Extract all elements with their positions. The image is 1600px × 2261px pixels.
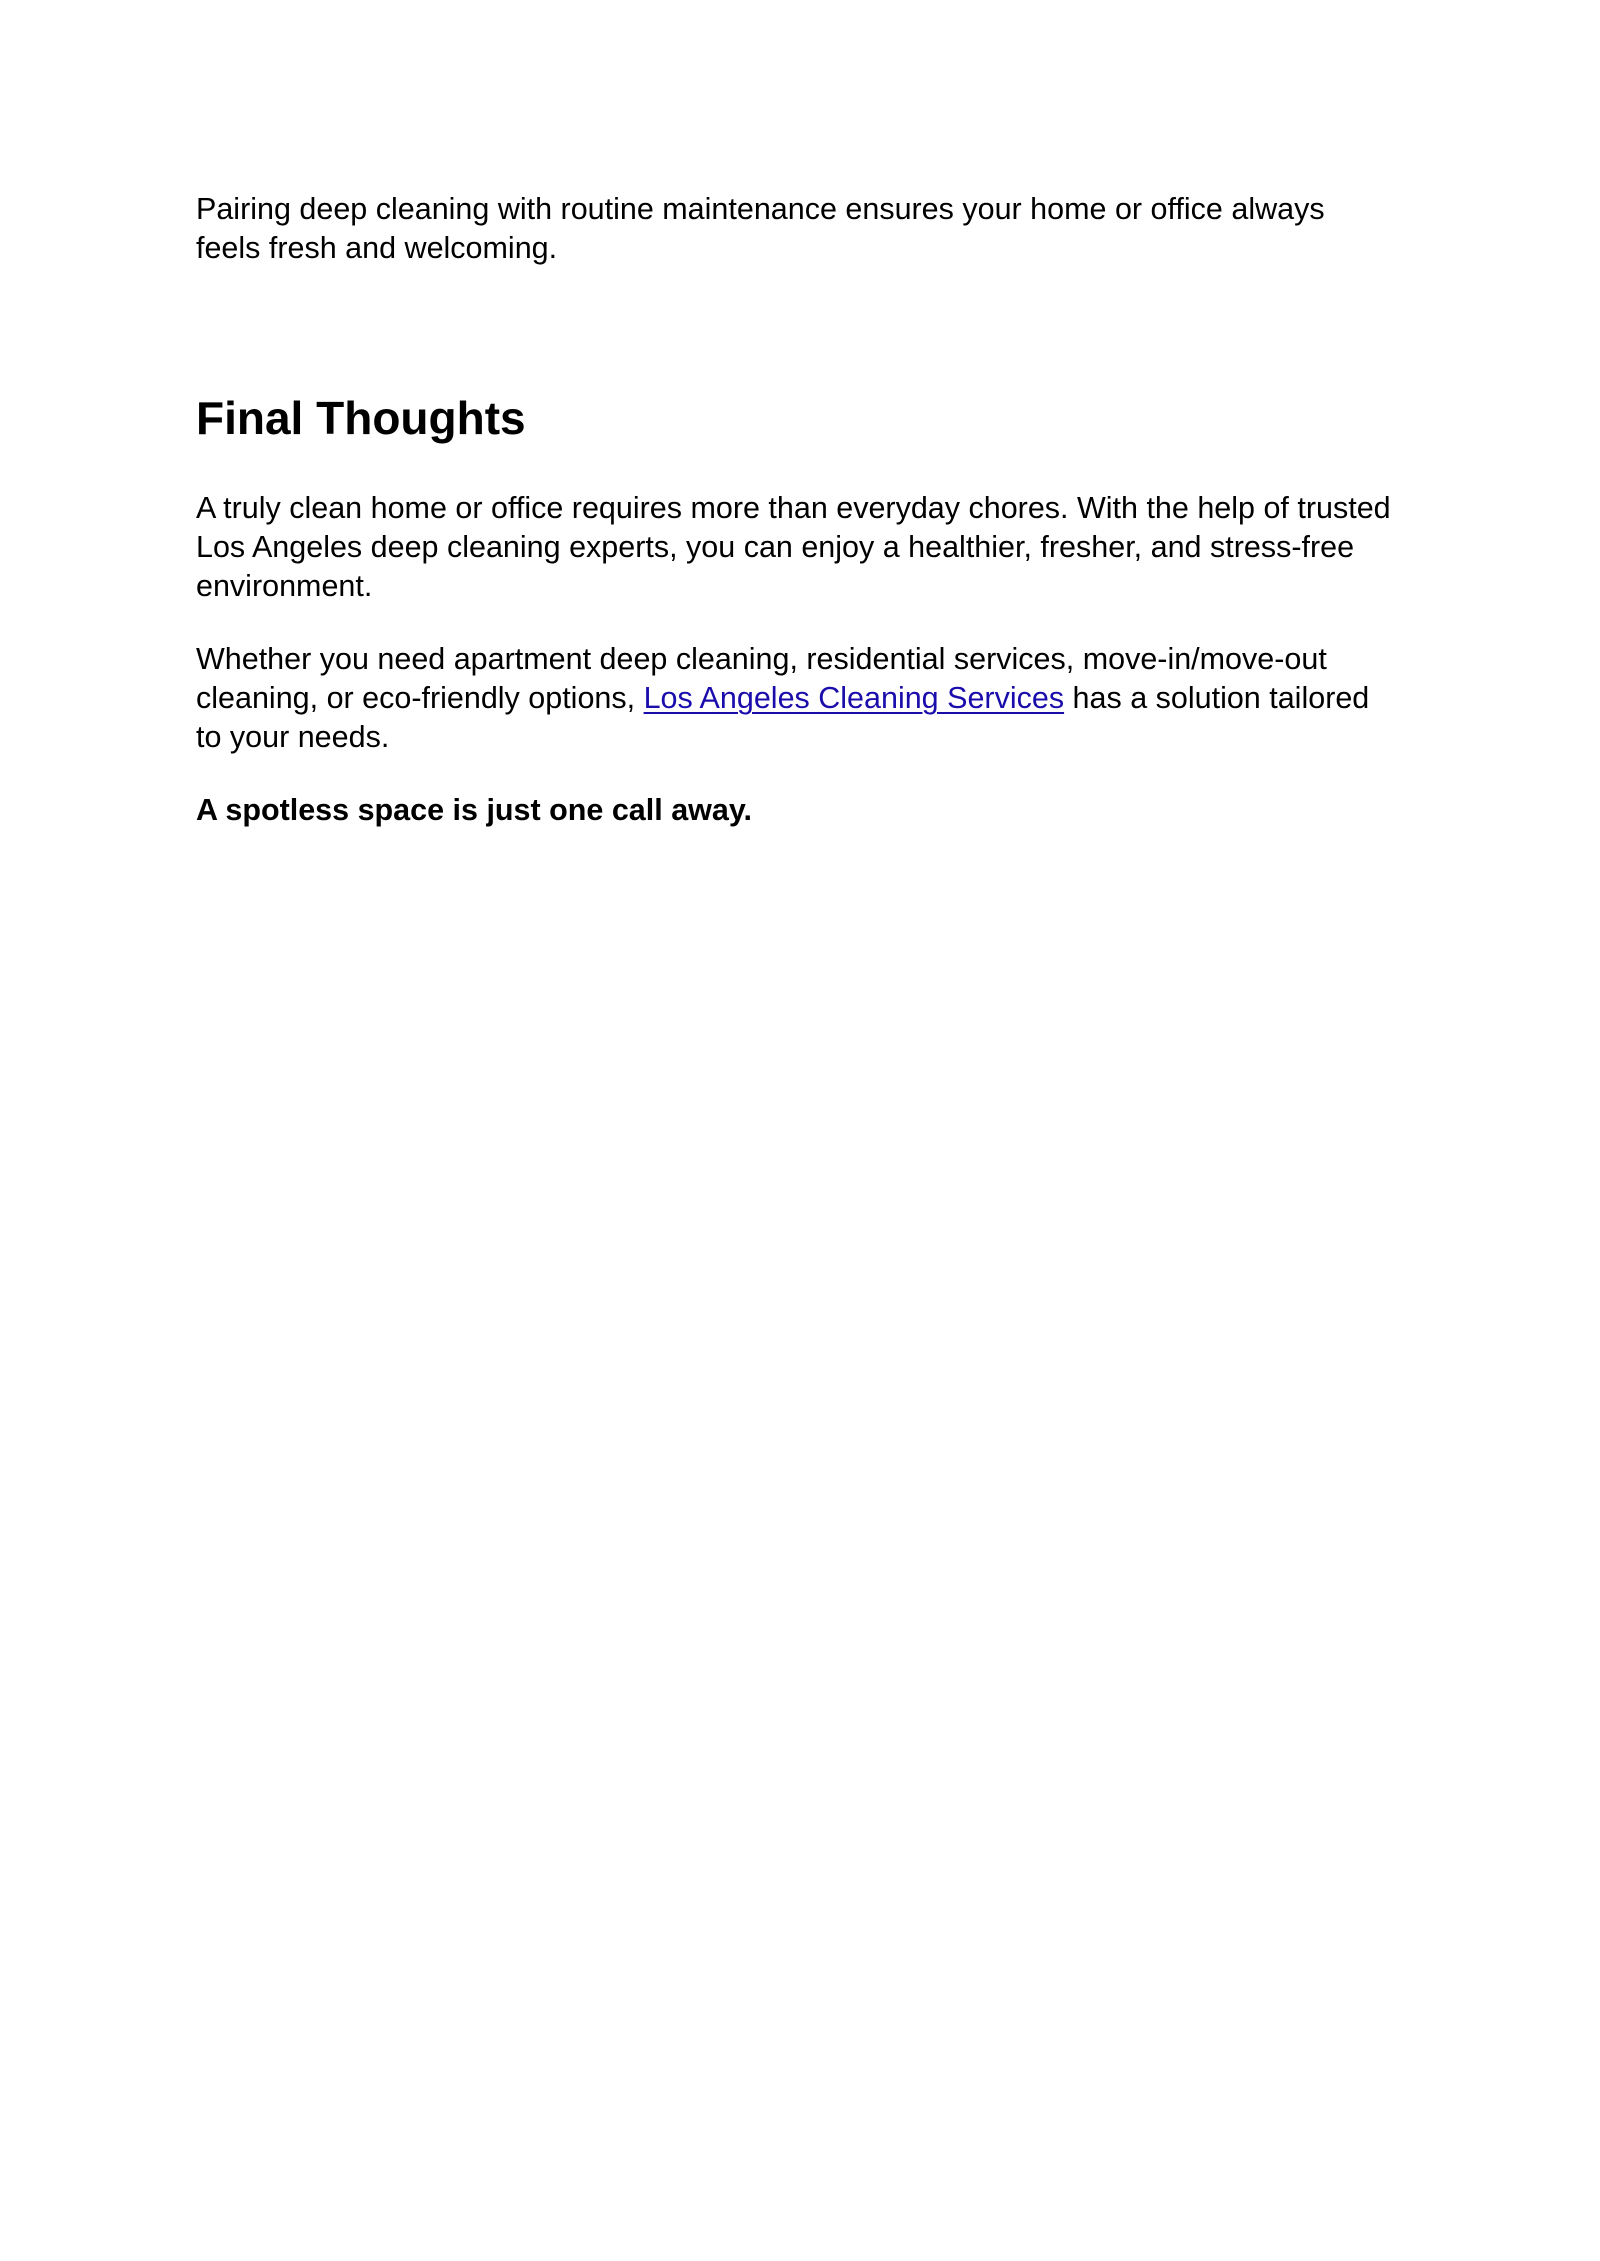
intro-paragraph: Pairing deep cleaning with routine maintenance ensures your home or office always feels fresh and welcoming. [196,192,1325,265]
section-heading-final-thoughts: Final Thoughts [196,392,526,444]
paragraph-2-text-after: has a solution tailored to your needs. [196,681,1370,754]
final-thoughts-section [196,489,1396,830]
closing-statement: A spotless space is just one call away. [196,793,753,827]
los-angeles-cleaning-services-link[interactable]: Los Angeles Cleaning Services [643,681,1065,715]
document-content [196,190,1396,827]
paragraph-2-text-before: Whether you need apartment deep cleaning, residential services, move-in/move-out cleaning, or eco-friendly options, [196,642,1327,715]
final-thoughts-paragraph-1: A truly clean home or office requires more than everyday chores. With the help of trusted Los Angeles deep cleaning experts, you can enjoy a healthier, fresher, and stress-free environment. [196,491,1391,603]
final-thoughts-paragraph-2 [196,640,1396,757]
